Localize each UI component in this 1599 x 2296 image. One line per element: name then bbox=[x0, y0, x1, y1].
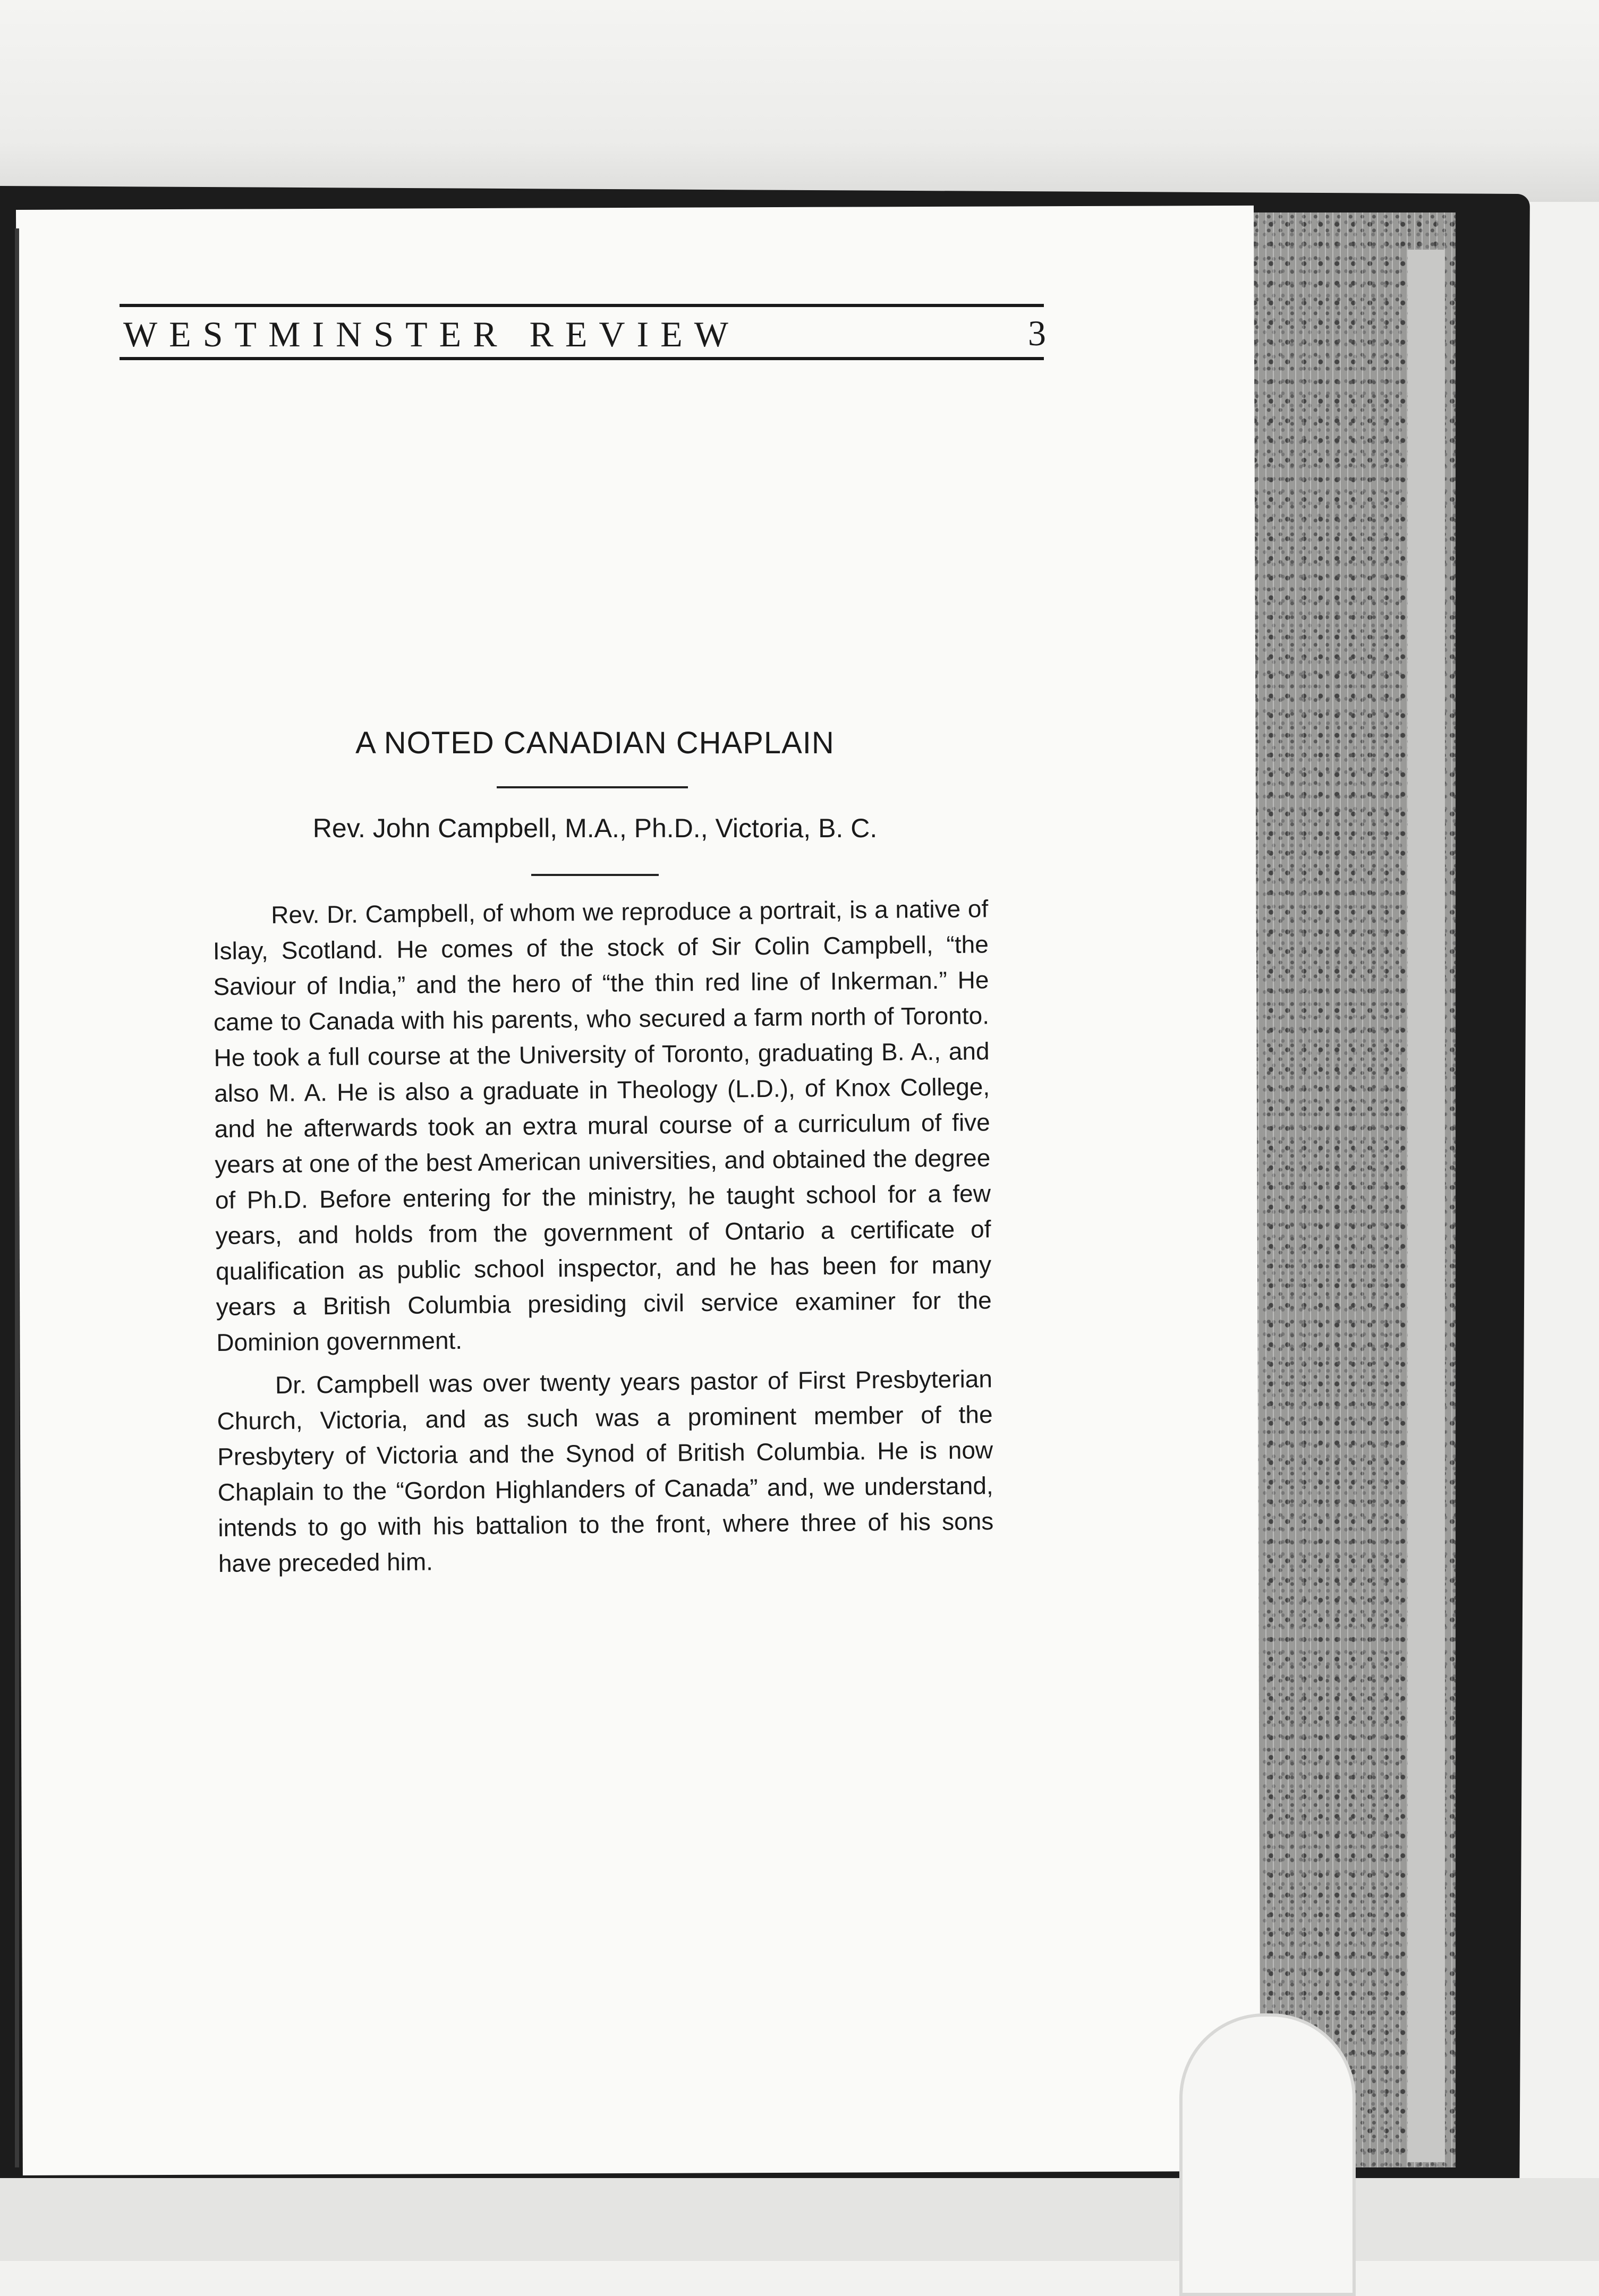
background-bottom bbox=[0, 2178, 1599, 2261]
background-top bbox=[0, 0, 1599, 202]
thumb bbox=[1179, 2013, 1356, 2296]
article-byline: Rev. John Campbell, M.A., Ph.D., Victoria, B. C. bbox=[312, 813, 878, 843]
page-number: 3 bbox=[1028, 313, 1046, 353]
header-rule-top bbox=[120, 304, 1044, 307]
book-spine bbox=[15, 228, 19, 2167]
title-divider bbox=[497, 786, 688, 788]
running-title: WESTMINSTER REVIEW bbox=[123, 314, 740, 354]
byline-divider bbox=[531, 874, 659, 876]
article-body bbox=[212, 891, 994, 1589]
article-title: A NOTED CANADIAN CHAPLAIN bbox=[355, 726, 835, 760]
header-rule-bottom bbox=[120, 357, 1044, 360]
page-edges-inner bbox=[1408, 250, 1445, 2162]
article-paragraph-2: Dr. Campbell was over twenty years pastor of First Presbyterian Church, Victoria, and as such was a prominent member of the Presbytery of Victoria and the Synod of British Columbia. He is now Chaplain to the “Gordon Highlanders of Canada” and, we understand, intends to go with his battalion to the front, where three of his sons have preceded him. bbox=[217, 1365, 994, 1577]
article-paragraph-1: Rev. Dr. Campbell, of whom we reproduce a portrait, is a native of Islay, Scotland. He comes of the stock of Sir Colin Campbell, “the Saviour of India,” and the hero of “the thin red line of Inkerman.” He came to Canada with his parents, who secured a farm north of Toronto. He took a full course at the University of Toronto, graduating B. A., and also M. A. He is also a graduate in Theology (L.D.), of Knox College, and he afterwards took an extra mural course of a curriculum of five years at one of the best American universities, and obtained the degree of Ph.D. Before entering for the ministry, he taught school for a few years, and holds from the government of Ontario a certificate of qualification as public school inspector, and he has been for many years a British Columbia presiding civil service examiner for the Dominion government. bbox=[212, 895, 992, 1356]
